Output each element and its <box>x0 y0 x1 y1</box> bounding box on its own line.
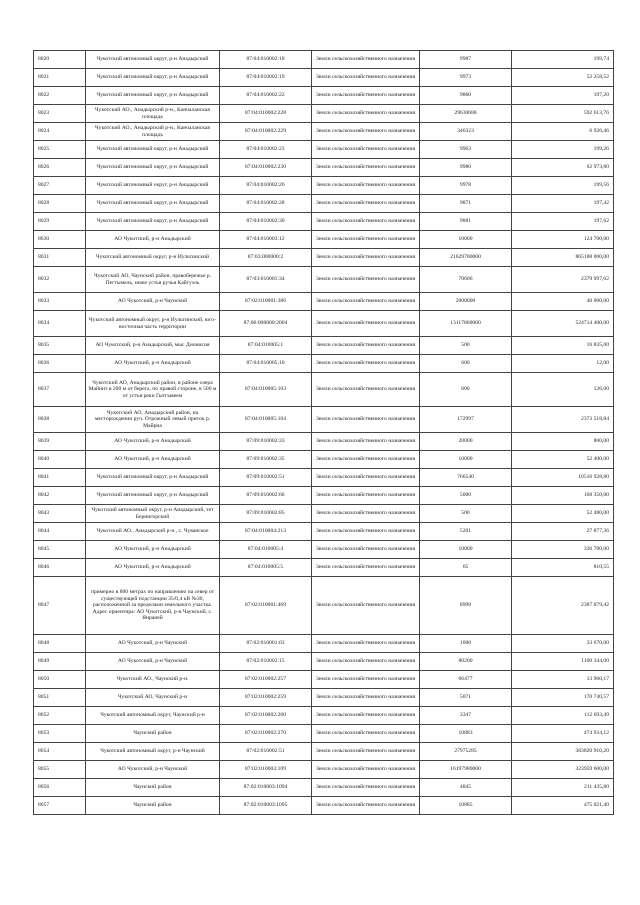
cadastral-value-cell: 197,20 <box>512 87 614 105</box>
address-cell: АО Чукотский, р-н Чаунский <box>86 653 220 671</box>
row-number-cell: 8020 <box>34 51 86 69</box>
row-number-cell: 8047 <box>34 577 86 635</box>
land-category-cell: Земли сельскохозяйственного назначения <box>312 707 420 725</box>
cadastral-value-cell: 10516 928,80 <box>512 469 614 487</box>
cadastral-value-cell: 1100 344,00 <box>512 653 614 671</box>
cadastral-value-cell: 2379 997,62 <box>512 267 614 293</box>
cadastral-value-cell: 323959 600,00 <box>512 761 614 779</box>
land-category-cell: Земли сельскохозяйственного назначения <box>312 231 420 249</box>
area-cell: 1000 <box>420 635 512 653</box>
area-cell: 172997 <box>420 407 512 433</box>
area-cell: 66477 <box>420 671 512 689</box>
cadastral-number-cell: 87:04:010002:26 <box>220 177 312 195</box>
land-category-cell: Земли сельскохозяйственного назначения <box>312 559 420 577</box>
cadastral-value-cell: 170 740,57 <box>512 689 614 707</box>
table-row <box>34 523 614 541</box>
cadastral-number-cell: 87:04:010002:28 <box>220 195 312 213</box>
row-number-cell: 8051 <box>34 689 86 707</box>
area-cell: 70606 <box>420 267 512 293</box>
cadastral-value-cell: 336 700,00 <box>512 541 614 559</box>
land-category-cell: Земли сельскохозяйственного назначения <box>312 293 420 311</box>
land-category-cell: Земли сельскохозяйственного назначения <box>312 407 420 433</box>
area-cell: 5071 <box>420 689 512 707</box>
address-cell: АО Чукотский, р-н Анадырский, мыс Дионисия <box>86 337 220 355</box>
cadastral-number-cell: 87:04:010002:230 <box>220 159 312 177</box>
cadastral-number-cell: 87:02:010002:259 <box>220 689 312 707</box>
cadastral-number-cell: 87:04:010005:103 <box>220 373 312 407</box>
address-cell: АО Чукотский, р-н Чаунский <box>86 293 220 311</box>
address-cell: Чаунский район <box>86 725 220 743</box>
row-number-cell: 8022 <box>34 87 86 105</box>
row-number-cell: 8055 <box>34 761 86 779</box>
cadastral-number-cell: 87:09:010002:66 <box>220 487 312 505</box>
row-number-cell: 8057 <box>34 797 86 815</box>
table-row <box>34 743 614 761</box>
address-cell: АО Чукотский, р-н Чаунский <box>86 635 220 653</box>
land-category-cell: Земли сельскохозяйственного назначения <box>312 743 420 761</box>
cadastral-value-cell: 27 877,36 <box>512 523 614 541</box>
area-cell: 766540 <box>420 469 512 487</box>
land-category-cell: Земли сельскохозяйственного назначения <box>312 523 420 541</box>
row-number-cell: 8046 <box>34 559 86 577</box>
land-category-cell: Земли сельскохозяйственного назначения <box>312 87 420 105</box>
address-cell: АО Чукотский, р-н Анадырский <box>86 355 220 373</box>
area-cell: 80200 <box>420 653 512 671</box>
cadastral-value-cell: 12,00 <box>512 355 614 373</box>
row-number-cell: 8053 <box>34 725 86 743</box>
row-number-cell: 8038 <box>34 407 86 433</box>
row-number-cell: 8026 <box>34 159 86 177</box>
address-cell: Чукотский автономный округ, р-н Анадырский <box>86 177 220 195</box>
table-row <box>34 451 614 469</box>
cadastral-number-cell: 87:02:010003:109 <box>220 761 312 779</box>
address-cell: Чукотский автономный округ, р-н Иультинский <box>86 249 220 267</box>
row-number-cell: 8037 <box>34 373 86 407</box>
address-cell: АО Чукотский, р-н Анадырский <box>86 451 220 469</box>
address-cell: Чукотский автономный округ, р-н Анадырский <box>86 195 220 213</box>
table-row <box>34 559 614 577</box>
land-category-cell: Земли сельскохозяйственного назначения <box>312 195 420 213</box>
land-category-cell: Земли сельскохозяйственного назначения <box>312 469 420 487</box>
land-category-cell: Земли сельскохозяйственного назначения <box>312 311 420 337</box>
land-category-cell: Земли сельскохозяйственного назначения <box>312 355 420 373</box>
row-number-cell: 8050 <box>34 671 86 689</box>
cadastral-number-cell: 87:02:010002:257 <box>220 671 312 689</box>
table-row <box>34 141 614 159</box>
land-category-cell: Земли сельскохозяйственного назначения <box>312 373 420 407</box>
cadastral-number-cell: 87:02:010002:270 <box>220 725 312 743</box>
cadastral-value-cell: 2373 518,84 <box>512 407 614 433</box>
table-row <box>34 707 614 725</box>
table-row <box>34 433 614 451</box>
land-category-cell: Земли сельскохозяйственного назначения <box>312 433 420 451</box>
land-category-cell: Земли сельскохозяйственного назначения <box>312 69 420 87</box>
cadastral-number-cell: 87:04:010002:228 <box>220 105 312 123</box>
land-category-cell: Земли сельскохозяйственного назначения <box>312 213 420 231</box>
address-cell: Чукотский автономный округ, р-н Анадырский <box>86 469 220 487</box>
table-row <box>34 51 614 69</box>
cadastral-value-cell: 197,62 <box>512 213 614 231</box>
table-row <box>34 87 614 105</box>
row-number-cell: 8027 <box>34 177 86 195</box>
table-row <box>34 577 614 635</box>
cadastral-number-cell: 87:04:010003:12 <box>220 231 312 249</box>
land-register-table <box>33 50 614 815</box>
cadastral-number-cell: 87:02:010003:1094 <box>220 779 312 797</box>
address-cell: примерно в 800 метрах по направлению на север от существующей подстанции 35/0,4 кВ №36, расположенной за пределами земельного участка. Адрес ориентира: АО Чукотский, р-н Чаунский, с. Янраней <box>86 577 220 635</box>
row-number-cell: 8033 <box>34 293 86 311</box>
address-cell: АО Чукотский, р-н Анадырский <box>86 231 220 249</box>
address-cell: Чукотский автономный округ, р-н Анадырский <box>86 51 220 69</box>
row-number-cell: 8043 <box>34 505 86 523</box>
cadastral-value-cell: 383820 910,20 <box>512 743 614 761</box>
area-cell: 500 <box>420 505 512 523</box>
cadastral-value-cell: 126,00 <box>512 373 614 407</box>
land-category-cell: Земли сельскохозяйственного назначения <box>312 541 420 559</box>
cadastral-number-cell: 87:02:010002:260 <box>220 707 312 725</box>
cadastral-number-cell: 87:04:010002:23 <box>220 141 312 159</box>
table-row <box>34 231 614 249</box>
address-cell: Чукотский АО, Анадырский район, на месторождении руч. Отрожный левый приток р. Майрна <box>86 407 220 433</box>
table-row <box>34 653 614 671</box>
address-cell: Чаунский район <box>86 779 220 797</box>
row-number-cell: 8040 <box>34 451 86 469</box>
area-cell: 9973 <box>420 69 512 87</box>
area-cell: 9980 <box>420 159 512 177</box>
row-number-cell: 8056 <box>34 779 86 797</box>
table-row <box>34 779 614 797</box>
cadastral-value-cell: 16 835,00 <box>512 337 614 355</box>
cadastral-value-cell: 592 613,76 <box>512 105 614 123</box>
land-category-cell: Земли сельскохозяйственного назначения <box>312 177 420 195</box>
area-cell: 10000 <box>420 541 512 559</box>
area-cell: 16197980000 <box>420 761 512 779</box>
cadastral-value-cell: 800,00 <box>512 433 614 451</box>
address-cell: Чукотский автономный округ, Чаунский р-н <box>86 707 220 725</box>
cadastral-value-cell: 211 435,80 <box>512 779 614 797</box>
cadastral-value-cell: 52 400,00 <box>512 451 614 469</box>
land-category-cell: Земли сельскохозяйственного назначения <box>312 451 420 469</box>
area-cell: 10883 <box>420 725 512 743</box>
address-cell: АО Чукотский, р-н Анадырский <box>86 541 220 559</box>
area-cell: 500 <box>420 337 512 355</box>
row-number-cell: 8054 <box>34 743 86 761</box>
cadastral-number-cell: 87:09:010002:33 <box>220 433 312 451</box>
cadastral-number-cell: 87:02:010001:63 <box>220 635 312 653</box>
cadastral-number-cell: 87:02:010002:15 <box>220 653 312 671</box>
row-number-cell: 8029 <box>34 213 86 231</box>
table-row <box>34 293 614 311</box>
cadastral-value-cell: 865188 000,00 <box>512 249 614 267</box>
area-cell: 346323 <box>420 123 512 141</box>
table-row <box>34 69 614 87</box>
table-row <box>34 213 614 231</box>
area-cell: 20000 <box>420 433 512 451</box>
address-cell: Чукотский АО., Чаунский р-н. <box>86 671 220 689</box>
address-cell: Чукотский АО, Чаунский р-н <box>86 689 220 707</box>
cadastral-value-cell: 168 350,00 <box>512 487 614 505</box>
row-number-cell: 8032 <box>34 267 86 293</box>
land-category-cell: Земли сельскохозяйственного назначения <box>312 337 420 355</box>
cadastral-number-cell: 87:06:000000:2004 <box>220 311 312 337</box>
cadastral-value-cell: 2387 079,42 <box>512 577 614 635</box>
address-cell: Чукотский автономный округ, р-н Иультинский, юго-восточная часть территории <box>86 311 220 337</box>
cadastral-number-cell: 87:09:010002:51 <box>220 469 312 487</box>
cadastral-number-cell: 87:02:010001:469 <box>220 577 312 635</box>
area-cell: 9987 <box>420 51 512 69</box>
address-cell: Чукотский АО., Анадырский р-н., с. Чуванское <box>86 523 220 541</box>
table-row <box>34 541 614 559</box>
address-cell: Чаунский район <box>86 797 220 815</box>
address-cell: АО Чукотский, р-н Анадырский <box>86 559 220 577</box>
row-number-cell: 8034 <box>34 311 86 337</box>
cadastral-value-cell: 199,74 <box>512 51 614 69</box>
cadastral-value-cell: 197,42 <box>512 195 614 213</box>
area-cell: 21629700000 <box>420 249 512 267</box>
cadastral-number-cell: 87:04:010002:19 <box>220 69 312 87</box>
table-row <box>34 689 614 707</box>
row-number-cell: 8045 <box>34 541 86 559</box>
cadastral-value-cell: 810,55 <box>512 559 614 577</box>
area-cell: 2000000 <box>420 293 512 311</box>
land-category-cell: Земли сельскохозяйственного назначения <box>312 671 420 689</box>
cadastral-number-cell: 87:04:010002:18 <box>220 51 312 69</box>
area-cell: 27975285 <box>420 743 512 761</box>
cadastral-number-cell: 87:02:010003:1095 <box>220 797 312 815</box>
table-row <box>34 177 614 195</box>
table-row <box>34 159 614 177</box>
land-category-cell: Земли сельскохозяйственного назначения <box>312 797 420 815</box>
address-cell: Чукотский автономный округ, р-н Анадырский <box>86 487 220 505</box>
row-number-cell: 8041 <box>34 469 86 487</box>
land-category-cell: Земли сельскохозяйственного назначения <box>312 725 420 743</box>
land-category-cell: Земли сельскохозяйственного назначения <box>312 51 420 69</box>
cadastral-number-cell: 87:03:000000:2 <box>220 249 312 267</box>
cadastral-value-cell: 474 934,12 <box>512 725 614 743</box>
table-row <box>34 797 614 815</box>
row-number-cell: 8036 <box>34 355 86 373</box>
table-row <box>34 355 614 373</box>
table-row <box>34 267 614 293</box>
table-row <box>34 505 614 523</box>
cadastral-number-cell: 87:04:010005:104 <box>220 407 312 433</box>
area-cell: 9963 <box>420 141 512 159</box>
area-cell: 10000 <box>420 451 512 469</box>
land-category-cell: Земли сельскохозяйственного назначения <box>312 159 420 177</box>
cadastral-number-cell: 87:04:010002:229 <box>220 123 312 141</box>
row-number-cell: 8030 <box>34 231 86 249</box>
row-number-cell: 8049 <box>34 653 86 671</box>
row-number-cell: 8044 <box>34 523 86 541</box>
area-cell: 9978 <box>420 177 512 195</box>
row-number-cell: 8021 <box>34 69 86 87</box>
area-cell: 13117860000 <box>420 311 512 337</box>
land-category-cell: Земли сельскохозяйственного назначения <box>312 487 420 505</box>
area-cell: 65 <box>420 559 512 577</box>
address-cell: Чукотский АО., Анадырский р-н., Канчаланская площадь <box>86 123 220 141</box>
cadastral-number-cell: 87:04:010005:1 <box>220 337 312 355</box>
cadastral-number-cell: 87:04:010005:5 <box>220 559 312 577</box>
address-cell: Чукотский АО., Анадырский р-н., Канчаланская площадь <box>86 105 220 123</box>
address-cell: Чукотский автономный округ, р-н Анадырский, тет Берингорский <box>86 505 220 523</box>
cadastral-value-cell: 62 973,80 <box>512 159 614 177</box>
table-row <box>34 195 614 213</box>
cadastral-number-cell: 87:04:010005:10 <box>220 355 312 373</box>
land-category-cell: Земли сельскохозяйственного назначения <box>312 267 420 293</box>
table-row <box>34 373 614 407</box>
cadastral-number-cell: 87:09:010002:85 <box>220 505 312 523</box>
area-cell: 8998 <box>420 577 512 635</box>
address-cell: Чукотский автономный округ, р-н Анадырский <box>86 213 220 231</box>
area-cell: 10885 <box>420 797 512 815</box>
table-row <box>34 635 614 653</box>
cadastral-value-cell: 524714 400,00 <box>512 311 614 337</box>
table-row <box>34 671 614 689</box>
table-row <box>34 337 614 355</box>
cadastral-value-cell: 52 258,52 <box>512 69 614 87</box>
area-cell: 9871 <box>420 195 512 213</box>
address-cell: Чукотский автономный округ, р-н Анадырский <box>86 159 220 177</box>
row-number-cell: 8042 <box>34 487 86 505</box>
row-number-cell: 8031 <box>34 249 86 267</box>
row-number-cell: 8039 <box>34 433 86 451</box>
cadastral-number-cell: 87:04:010002:30 <box>220 213 312 231</box>
cadastral-number-cell: 87:04:010005:4 <box>220 541 312 559</box>
address-cell: АО Чукотский, р-н Чаунский <box>86 761 220 779</box>
area-cell: 5201 <box>420 523 512 541</box>
cadastral-number-cell: 87:04:010002:22 <box>220 87 312 105</box>
row-number-cell: 8052 <box>34 707 86 725</box>
cadastral-value-cell: 199,56 <box>512 177 614 195</box>
area-cell: 29630688 <box>420 105 512 123</box>
land-category-cell: Земли сельскохозяйственного назначения <box>312 141 420 159</box>
row-number-cell: 8048 <box>34 635 86 653</box>
land-register-page <box>33 50 613 815</box>
cadastral-value-cell: 475 021,40 <box>512 797 614 815</box>
cadastral-value-cell: 13 960,17 <box>512 671 614 689</box>
cadastral-number-cell: 87:09:010002:35 <box>220 451 312 469</box>
table-row <box>34 487 614 505</box>
cadastral-number-cell: 87:02:010001:386 <box>220 293 312 311</box>
table-row <box>34 407 614 433</box>
row-number-cell: 8035 <box>34 337 86 355</box>
address-cell: Чукотский автономный округ, р-н Чаунский <box>86 743 220 761</box>
cadastral-number-cell: 87:03:010001:34 <box>220 267 312 293</box>
land-category-cell: Земли сельскохозяйственного назначения <box>312 761 420 779</box>
cadastral-value-cell: 6 926,46 <box>512 123 614 141</box>
land-category-cell: Земли сельскохозяйственного назначения <box>312 653 420 671</box>
area-cell: 600 <box>420 373 512 407</box>
area-cell: 4845 <box>420 779 512 797</box>
row-number-cell: 8023 <box>34 105 86 123</box>
address-cell: АО Чукотский, р-н Анадырский <box>86 433 220 451</box>
row-number-cell: 8025 <box>34 141 86 159</box>
table-row <box>34 761 614 779</box>
row-number-cell: 8024 <box>34 123 86 141</box>
land-category-cell: Земли сельскохозяйственного назначения <box>312 105 420 123</box>
address-cell: Чукотский автономный округ, р-н Анадырский <box>86 87 220 105</box>
address-cell: Чукотский автономный округ, р-н Анадырский <box>86 141 220 159</box>
address-cell: Чукотский автономный округ, р-н Анадырский <box>86 69 220 87</box>
land-category-cell: Земли сельскохозяйственного назначения <box>312 635 420 653</box>
table-row <box>34 123 614 141</box>
land-category-cell: Земли сельскохозяйственного назначения <box>312 505 420 523</box>
cadastral-value-cell: 124 700,00 <box>512 231 614 249</box>
land-category-cell: Земли сельскохозяйственного назначения <box>312 123 420 141</box>
land-category-cell: Земли сельскохозяйственного назначения <box>312 577 420 635</box>
area-cell: 600 <box>420 355 512 373</box>
cadastral-value-cell: 112 693,49 <box>512 707 614 725</box>
cadastral-value-cell: 199,26 <box>512 141 614 159</box>
table-row <box>34 469 614 487</box>
area-cell: 5000 <box>420 487 512 505</box>
table-body <box>34 51 614 815</box>
table-row <box>34 725 614 743</box>
address-cell: Чукотский АО, Чаунский район, правобережье р. Пегтымель, ниже устья ручья Кайгуэль <box>86 267 220 293</box>
land-category-cell: Земли сельскохозяйственного назначения <box>312 249 420 267</box>
cadastral-value-cell: 52 480,00 <box>512 505 614 523</box>
area-cell: 3347 <box>420 707 512 725</box>
cadastral-value-cell: 33 670,00 <box>512 635 614 653</box>
area-cell: 9860 <box>420 87 512 105</box>
area-cell: 10000 <box>420 231 512 249</box>
table-row <box>34 249 614 267</box>
address-cell: Чукотский АО, Анадырский район, в районе озера Майнит в 200 м от берега, по правой стороне, в 500 м от устья реки Гытгывеем <box>86 373 220 407</box>
land-category-cell: Земли сельскохозяйственного назначения <box>312 779 420 797</box>
table-row <box>34 105 614 123</box>
table-row <box>34 311 614 337</box>
cadastral-value-cell: 40 000,00 <box>512 293 614 311</box>
land-category-cell: Земли сельскохозяйственного назначения <box>312 689 420 707</box>
area-cell: 9881 <box>420 213 512 231</box>
row-number-cell: 8028 <box>34 195 86 213</box>
cadastral-number-cell: 87:02:010002:51 <box>220 743 312 761</box>
cadastral-number-cell: 87:04:010004:213 <box>220 523 312 541</box>
